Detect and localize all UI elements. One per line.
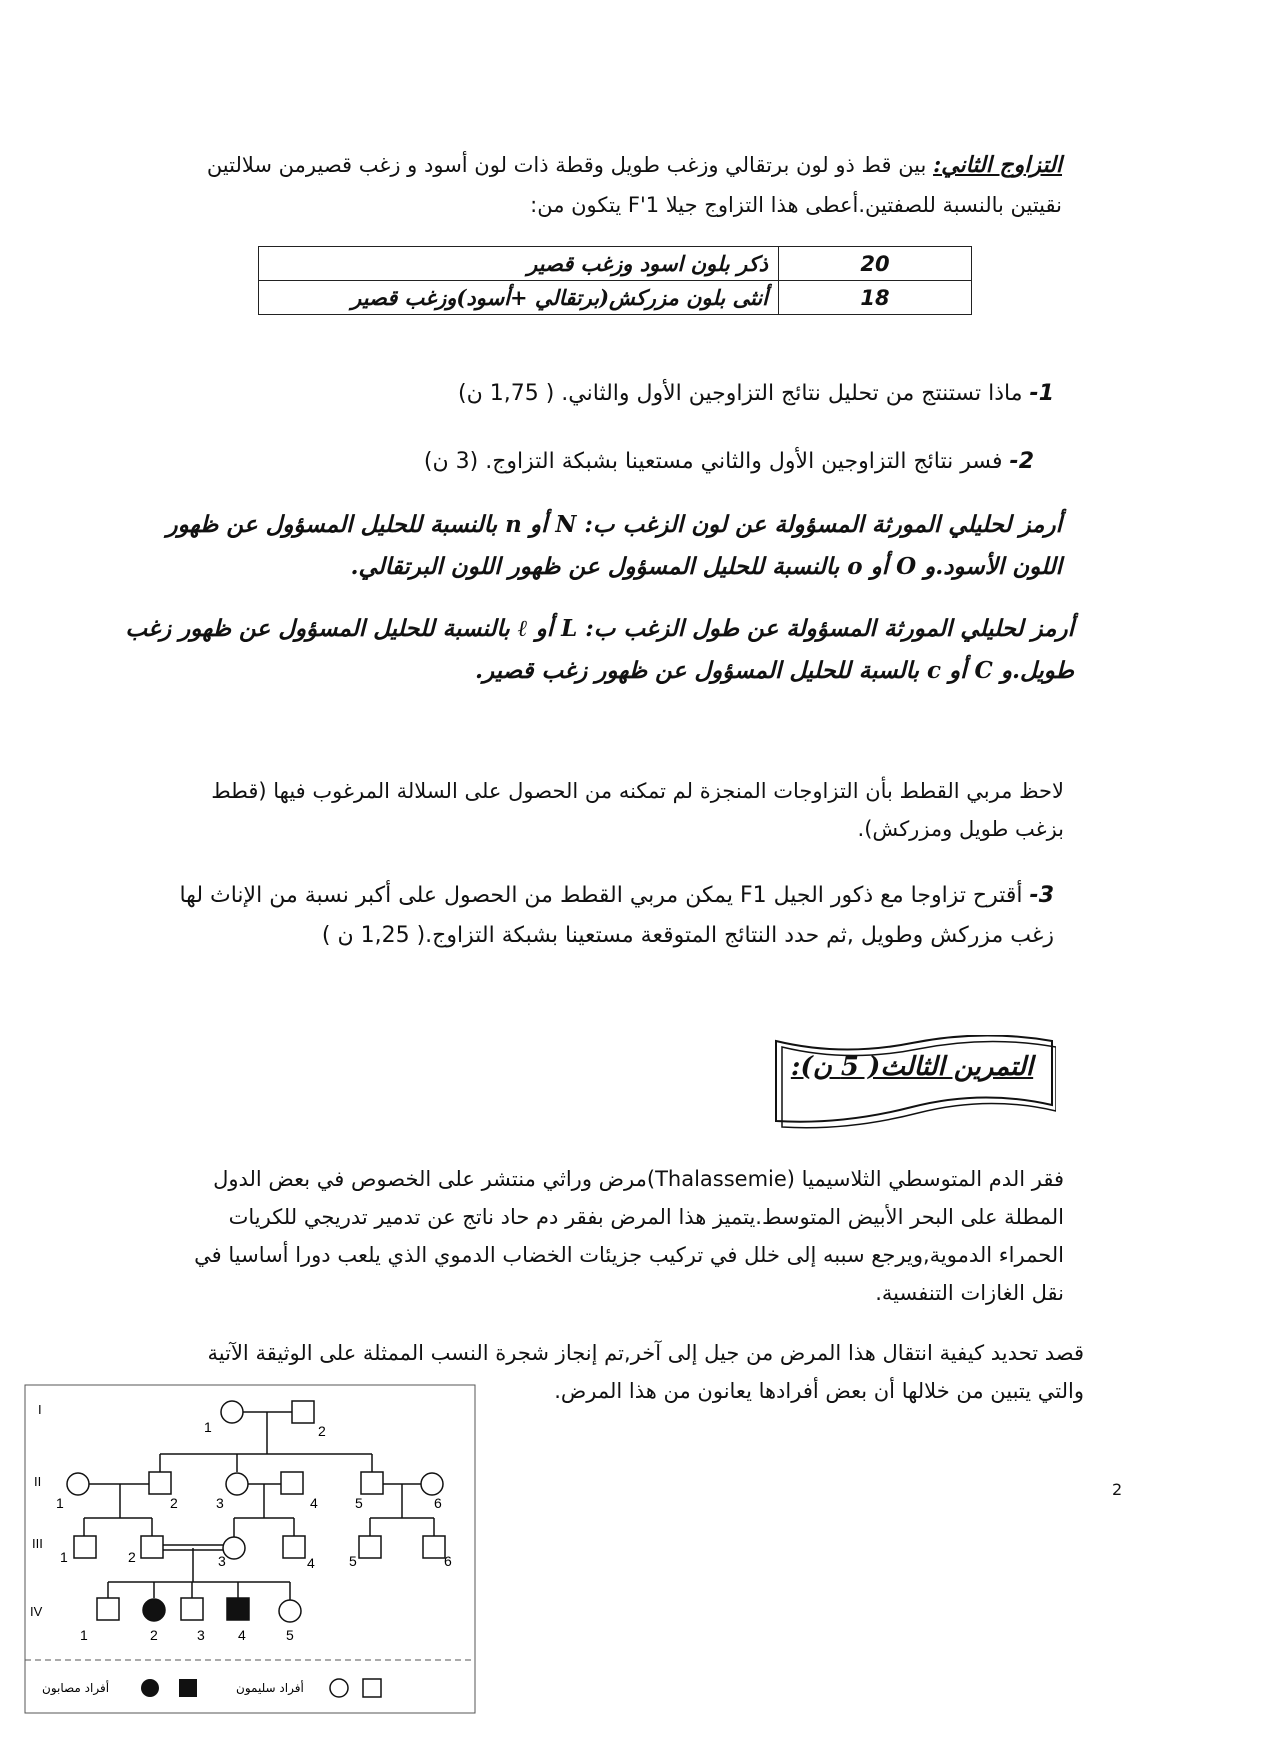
individual-II-1 [67,1473,89,1495]
cross2-heading: التزاوج الثاني: [933,152,1062,178]
label-I-2: 2 [318,1423,326,1439]
pedigree-intro-line1: قصد تحديد كيفية انتقال هذا المرض من جيل إلى آخر,تم إنجاز شجرة النسب الممثلة على الوثيقة الآتية [207,1341,1084,1365]
label-III-6: 6 [444,1553,452,1569]
legend-healthy-square [363,1679,381,1697]
label-II-5: 5 [355,1495,363,1511]
question-1 [330,374,1054,414]
individual-I-1 [221,1401,243,1423]
individual-III-3 [223,1537,245,1559]
pedigree-intro-line2: والتي يتبين من خلالها أن بعض أفرادها يعانون من هذا المرض. [554,1379,1084,1403]
generation-label-1: I [38,1402,42,1417]
legend-affected-label: أفراد مصابون [42,1681,110,1695]
generation-label-2: II [34,1474,42,1489]
question-3 [110,876,1054,956]
question-3-text-line1: أقترح تزاوجا مع ذكور الجيل F1 يمكن مربي القطط من الحصول على أكبر نسبة من الإناث لها [179,883,1023,908]
table-cell-count: 18 [779,281,972,315]
intro-line1: فقر الدم المتوسطي الثلاسيميا (Thalassemie)مرض وراثي منتشر على الخصوص في بعض الدول [213,1167,1064,1191]
label-III-3: 3 [218,1553,226,1569]
individual-II-6 [421,1473,443,1495]
generation-label-3: III [32,1536,43,1551]
pedigree-chart [24,1384,476,1714]
label-III-1: 1 [60,1549,68,1565]
individual-III-5 [359,1536,381,1558]
label-II-2: 2 [170,1495,178,1511]
label-I-1: 1 [204,1419,212,1435]
symbols-color-line2: اللون الأسود.و O أو o بالنسبة للحليل المسؤول عن ظهور اللون البرتقالي. [350,553,1062,580]
legend-healthy-label: أفراد سليمون [236,1681,304,1695]
label-IV-5: 5 [286,1627,294,1643]
label-IV-2: 2 [150,1627,158,1643]
question-2-number: 2- [1009,449,1034,474]
exercise-title-banner [772,1035,1056,1131]
individual-III-2 [141,1536,163,1558]
pedigree-intro [207,1334,1084,1410]
individual-II-2 [149,1472,171,1494]
individual-IV-4-affected [227,1598,249,1620]
breeder-note-line2: بزغب طويل ومزركش). [857,817,1064,841]
table-cell-description: ذكر بلون اسود وزغب قصير [259,247,779,281]
individual-IV-1 [97,1598,119,1620]
label-III-2: 2 [128,1549,136,1565]
cross2-text-line2: نقيتين بالنسبة للصفتين.أعطى هذا التزاوج جيلا F'1 يتكون من: [530,193,1062,217]
individual-II-5 [361,1472,383,1494]
cross2-paragraph [100,144,1062,224]
intro-line4: نقل الغازات التنفسية. [875,1281,1064,1305]
question-3-text-line2: زغب مزركش وطويل ,ثم حدد النتائج المتوقعة مستعينا بشبكة التزاوج.( 1,25 ن ) [321,923,1054,948]
breeder-note-line1: لاحظ مربي القطط بأن التزاوجات المنجزة لم تمكنه من الحصول على السلالة المرغوب فيها (قطط [211,779,1064,803]
label-IV-4: 4 [238,1627,246,1643]
label-IV-3: 3 [197,1627,205,1643]
label-II-6: 6 [434,1495,442,1511]
symbols-color [112,504,1062,588]
label-III-5: 5 [349,1553,357,1569]
label-IV-1: 1 [80,1627,88,1643]
question-1-number: 1- [1029,381,1054,406]
individual-IV-3 [181,1598,203,1620]
individual-III-6 [423,1536,445,1558]
individual-II-3 [226,1473,248,1495]
individual-IV-5 [279,1600,301,1622]
page-number: 2 [1112,1480,1123,1499]
label-II-1: 1 [56,1495,64,1511]
question-3-number: 3- [1029,883,1054,908]
legend-healthy-circle [330,1679,348,1697]
question-2-text: فسر نتائج التزاوجين الأول والثاني مستعينا بشبكة التزاوج. (3 ن) [423,449,1003,474]
symbols-length-line1: أرمز لحليلي المورثة المسؤولة عن طول الزغب ب: L أو ℓ بالنسبة للحليل المسؤول عن ظهور زغب [125,615,1074,642]
label-III-4: 4 [307,1555,315,1571]
intro-line2: المطلة على البحر الأبيض المتوسط.يتميز هذا المرض بفقر دم حاد ناتج عن تدمير تدريجي للكريات [228,1205,1064,1229]
legend-affected-square [179,1679,197,1697]
cross2-text-line1: بين قط ذو لون برتقالي وزغب طويل وقطة ذات لون أسود و زغب قصيرمن سلالتين [206,153,927,177]
exercise-3-intro [108,1160,1064,1312]
generation-label-4: IV [30,1604,43,1619]
symbols-length-line2: طويل.و C أو c بالسبة للحليل المسؤول عن ظهور زغب قصير. [474,657,1074,684]
table-row [259,247,972,281]
legend-affected-circle [141,1679,159,1697]
table-row [259,281,972,315]
individual-III-1 [74,1536,96,1558]
intro-line3: الحمراء الدموية,ويرجع سببه إلى خلل في تركيب جزيئات الخضاب الدموي الذي يلعب دورا أساسيا في [194,1243,1064,1267]
question-2 [330,442,1034,482]
individual-II-4 [281,1472,303,1494]
label-II-3: 3 [216,1495,224,1511]
results-table [258,246,972,315]
symbols-length [112,608,1074,692]
individual-IV-2-affected [143,1599,165,1621]
question-1-text: ماذا تستنتج من تحليل نتائج التزاوجين الأول والثاني. ( 1,75 ن) [458,381,1023,406]
table-cell-description: أنثى بلون مزركش(برتقالي +أسود)وزغب قصير [259,281,779,315]
table-cell-count: 20 [779,247,972,281]
individual-I-2 [292,1401,314,1423]
individual-III-4 [283,1536,305,1558]
breeder-note [136,772,1064,848]
label-II-4: 4 [310,1495,318,1511]
exercise-3-title: التمرين الثالث( 5 ن): [790,1052,1034,1082]
symbols-color-line1: أرمز لحليلي المورثة المسؤولة عن لون الزغب ب: N أو n بالنسبة للحليل المسؤول عن ظهور [166,511,1062,538]
